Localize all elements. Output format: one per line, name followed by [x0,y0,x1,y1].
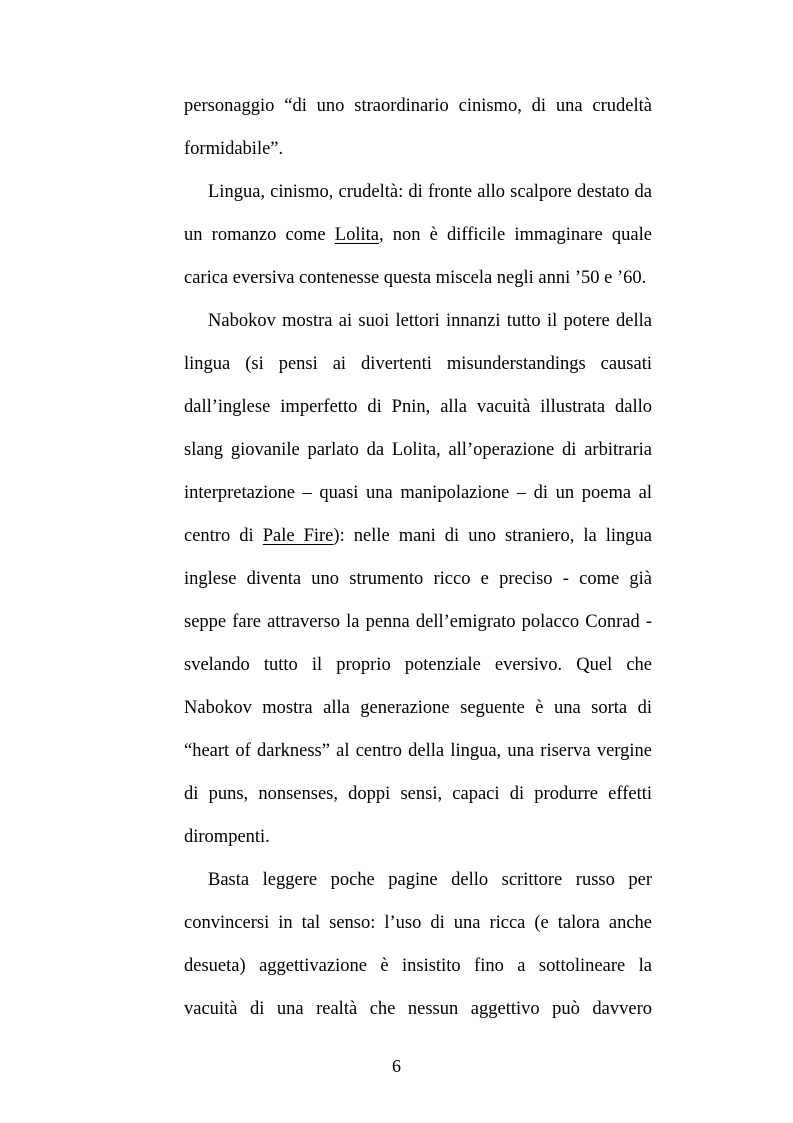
text-line: personaggio “di uno straordinario cinismo, di una crudeltà [184,96,652,116]
text-line: lingua (si pensi ai divertenti misunderstandings causati [184,354,652,374]
text-fragment: centro di [184,526,263,546]
text-line: svelando tutto il proprio potenziale eversivo. Quel che [184,655,652,675]
text-line: vacuità di una realtà che nessun aggettivo può davvero [184,999,652,1019]
text-line: “heart of darkness” al centro della lingua, una riserva vergine [184,741,652,761]
text-fragment: , non è difficile immaginare quale [378,225,652,245]
text-line: Basta leggere poche pagine dello scrittore russo per [208,870,652,890]
text-line: di puns, nonsenses, doppi sensi, capaci di produrre effetti [184,784,652,804]
text-line: convincersi in tal senso: l’uso di una ricca (e talora anche [184,913,652,933]
text-fragment: un romanzo come [184,225,335,245]
text-line: formidabile”. [184,139,284,159]
text-line [184,525,652,547]
text-line: Lingua, cinismo, crudeltà: di fronte allo scalpore destato da [208,182,652,202]
text-fragment: ): nelle mani di uno straniero, la lingua [333,526,653,546]
text-line: carica eversiva contenesse questa miscela negli anni ’50 e ’60. [184,268,647,288]
text-line [184,224,652,246]
text-line: desueta) aggettivazione è insistito fino a sottolineare la [184,956,652,976]
text-line: slang giovanile parlato da Lolita, all’operazione di arbitraria [184,440,652,460]
text-line: interpretazione – quasi una manipolazione – di un poema al [184,483,652,503]
page-number: 6 [392,1056,401,1076]
text-line: Nabokov mostra ai suoi lettori innanzi tutto il potere della [208,311,652,331]
text-line: seppe fare attraverso la penna dell’emigrato polacco Conrad - [184,612,652,632]
book-title-pale-fire: Pale Fire [262,526,334,546]
text-line: dirompenti. [184,827,270,847]
text-line: inglese diventa uno strumento ricco e preciso - come già [184,569,652,589]
text-line: dall’inglese imperfetto di Pnin, alla vacuità illustrata dallo [184,397,652,417]
text-line: Nabokov mostra alla generazione seguente è una sorta di [184,698,652,718]
book-title-lolita: Lolita [334,225,379,245]
